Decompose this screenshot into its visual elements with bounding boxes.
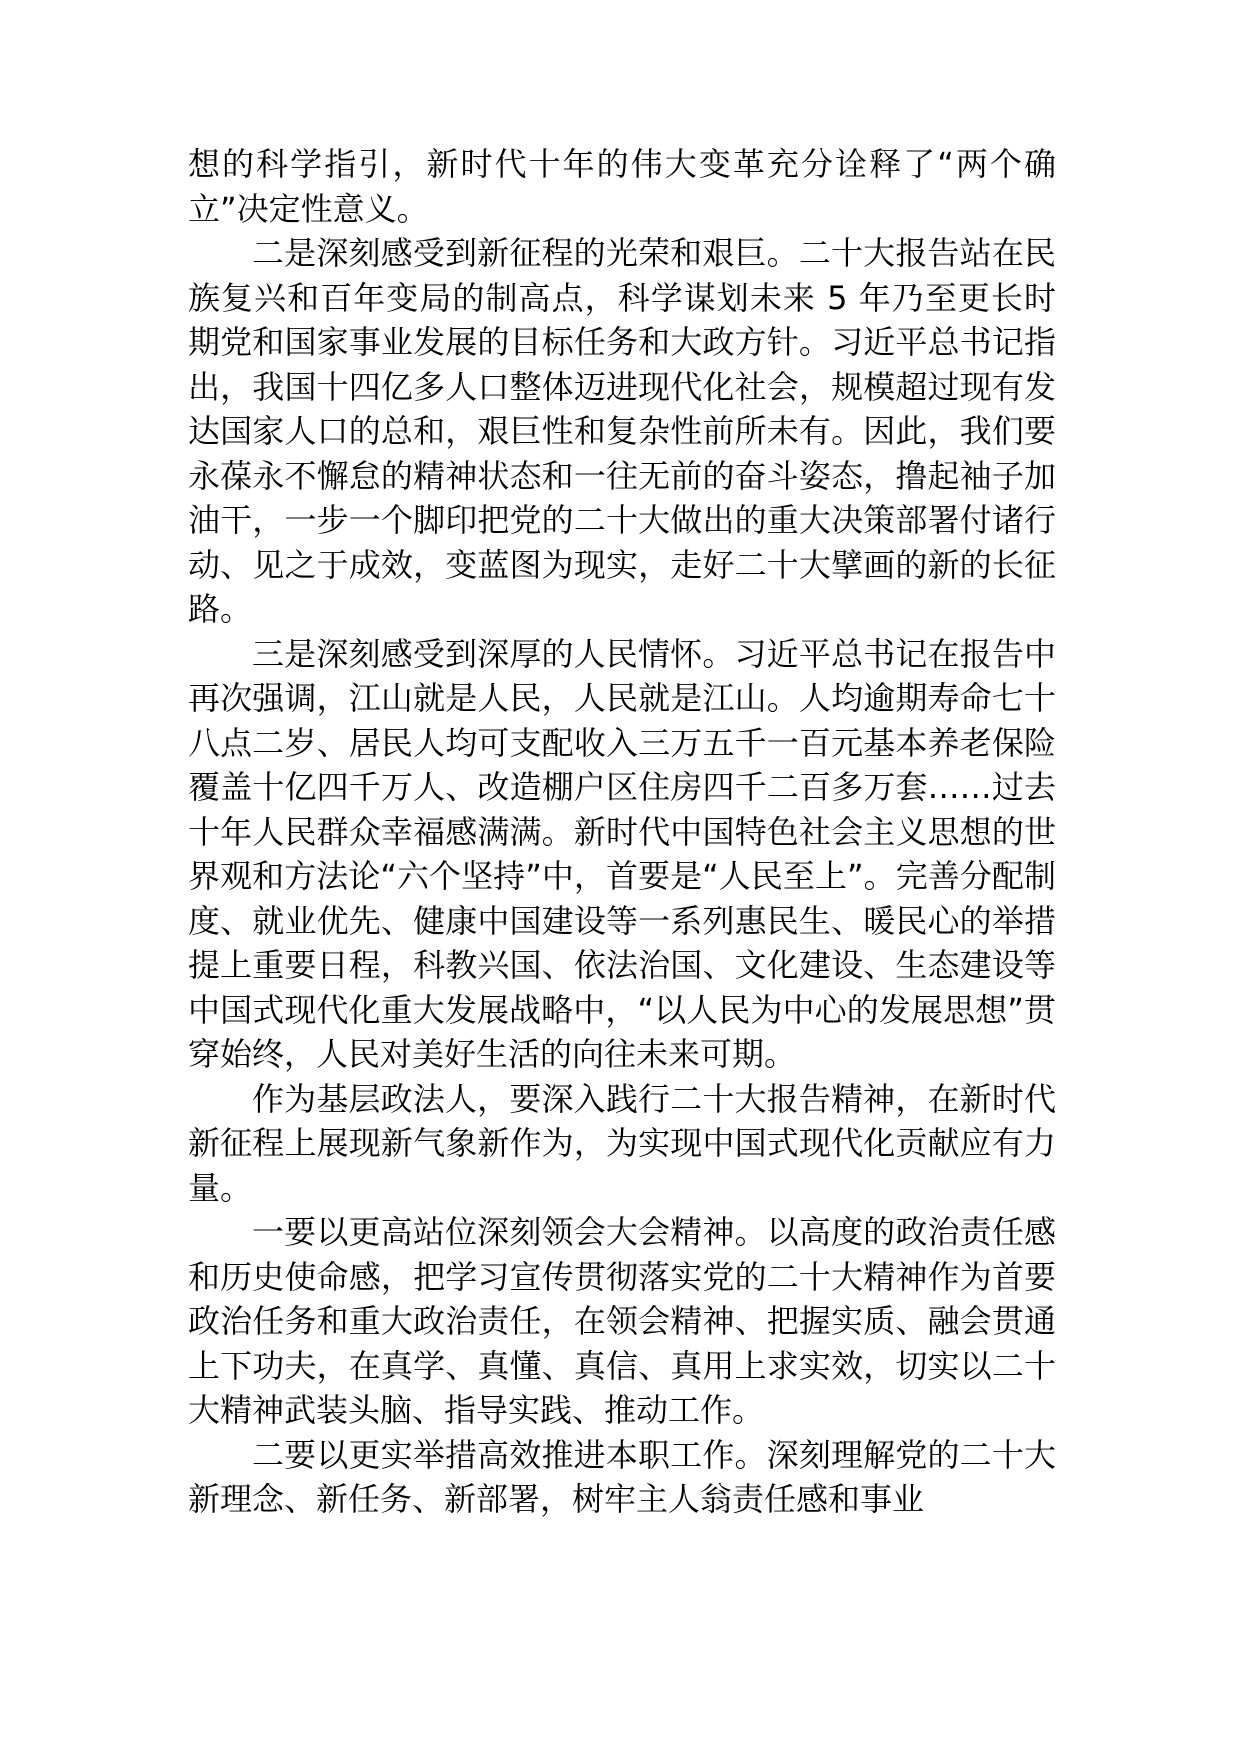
paragraph-6: 二要以更实举措高效推进本职工作。深刻理解党的二十大新理念、新任务、新部署，树牢主人翁责任感和事业	[188, 1435, 1056, 1518]
paragraph-5: 一要以更高站位深刻领会大会精神。以高度的政治责任感和历史使命感，把学习宣传贯彻落实党的二十大精神作为首要政治任务和重大政治责任，在领会精神、把握实质、融会贯通上下功夫，在真学、真懂、真信、真用上求实效，切实以二十大精神武装头脑、指导实践、推动工作。	[188, 1213, 1056, 1429]
paragraph-2: 二是深刻感受到新征程的光荣和艰巨。二十大报告站在民族复兴和百年变局的制高点，科学谋划未来 5 年乃至更长时期党和国家事业发展的目标任务和大政方针。习近平总书记指出，我国十四亿多人口整体迈进现代化社会，规模超过现有发达国家人口的总和，艰巨性和复杂性前所未有。因此，我们要永葆永不懈怠的精神状态和一往无前的奋斗姿态，撸起袖子加油干，一步一个脚印把党的二十大做出的重大决策部署付诸行动、见之于成效，变蓝图为现实，走好二十大擘画的新的长征路。	[188, 234, 1056, 628]
paragraph-1: 想的科学指引，新时代十年的伟大变革充分诠释了“两个确立”决定性意义。	[188, 145, 1056, 228]
paragraph-3: 三是深刻感受到深厚的人民情怀。习近平总书记在报告中再次强调，江山就是人民，人民就是江山。人均逾期寿命七十八点二岁、居民人均可支配收入三万五千一百元基本养老保险覆盖十亿四千万人、改造棚户区住房四千二百多万套……过去十年人民群众幸福感满满。新时代中国特色社会主义思想的世界观和方法论“六个坚持”中，首要是“人民至上”。完善分配制度、就业优先、健康中国建设等一系列惠民生、暖民心的举措提上重要日程，科教兴国、依法治国、文化建设、生态建设等中国式现代化重大发展战略中，“以人民为中心的发展思想”贯穿始终，人民对美好生活的向往未来可期。	[188, 634, 1056, 1073]
document-page	[188, 142, 1056, 1522]
paragraph-4: 作为基层政法人，要深入践行二十大报告精神，在新时代新征程上展现新气象新作为，为实现中国式现代化贡献应有力量。	[188, 1079, 1056, 1207]
